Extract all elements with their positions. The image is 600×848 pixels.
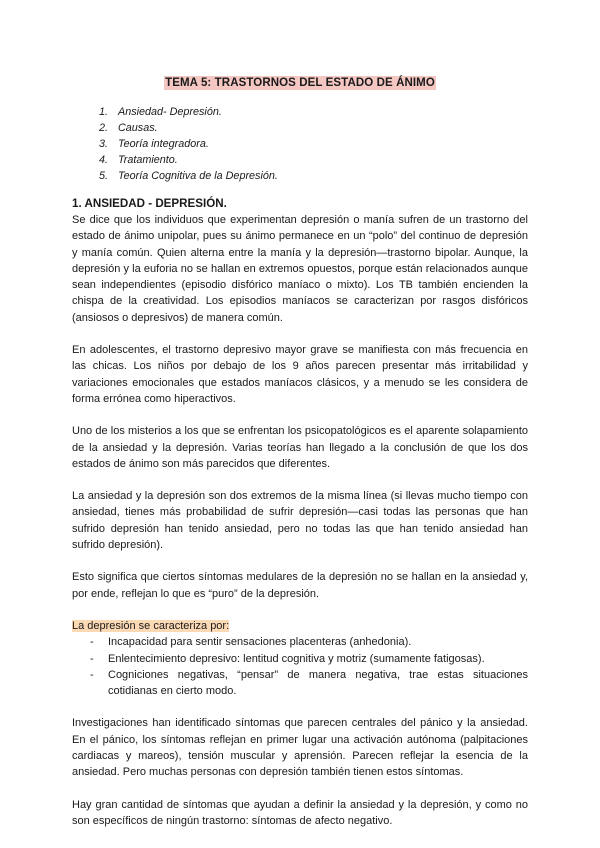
toc-item: 3. Teoría integradora. bbox=[111, 136, 528, 152]
depresion-list bbox=[72, 634, 528, 699]
paragraph: La ansiedad y la depresión son dos extremos de la misma línea (si llevas mucho tiempo con ansiedad, tienes más probabilidad de sufrir depresión—casi todas las personas que han sufrido depresión han tenido ansiedad, pero no todas las que han tenido ansiedad han sufrido depresión). bbox=[72, 490, 528, 552]
paragraph: Se dice que los individuos que experimentan depresión o manía sufren de un trastorno del estado de ánimo unipolar, pues su ánimo permanece en un “polo” del continuo de depresión y manía común. Quien alterna entre la manía y la depresión—trastorno bipolar. Aunque, la depresión y la euforia no se hallan en extremos opuestos, porque están relacionados aunque sean independientes (episodio disfórico maníaco o mixto). Los TB también encienden la chispa de la creatividad. Los episodios maníacos se caracterizan por rasgos disfóricos (ansiosos o depresivos) de manera común. bbox=[72, 214, 528, 324]
depresion-intro-line bbox=[72, 618, 528, 634]
depresion-intro: La depresión se caracteriza por: bbox=[72, 619, 230, 632]
paragraph: Esto significa que ciertos síntomas medulares de la depresión no se hallan en la ansiedad y, por ende, reflejan lo que es “puro” de la depresión. bbox=[72, 571, 528, 600]
list-item: - Incapacidad para sentir sensaciones placenteras (anhedonia). bbox=[90, 636, 412, 649]
toc-item: 2. Causas. bbox=[111, 120, 528, 136]
toc-item: 5. Teoría Cognitiva de la Depresión. bbox=[111, 168, 528, 184]
page-title: TEMA 5: TRASTORNOS DEL ESTADO DE ÁNIMO bbox=[165, 77, 435, 89]
paragraph: Hay gran cantidad de síntomas que ayudan a definir la ansiedad y la depresión, y como no son específicos de ningún trastorno: síntomas de afecto negativo. bbox=[72, 798, 528, 827]
table-of-contents bbox=[72, 104, 528, 184]
list-item: - Enlentecimiento depresivo: lentitud cognitiva y motriz (sumamente fatigosas). bbox=[90, 652, 485, 665]
section-heading: 1. ANSIEDAD - DEPRESIÓN. bbox=[72, 197, 227, 210]
paragraph: Investigaciones han identificado síntomas que parecen centrales del pánico y la ansiedad. En el pánico, los síntomas reflejan en primer lugar una activación autónoma (palpitaciones cardiacas y mareos), tensión muscular y aprensión. Parecen reflejar la esencia de la ansiedad. Pero muchas personas con depresión también tienen estos síntomas. bbox=[72, 717, 528, 779]
list-item-text: Enlentecimiento depresivo: lentitud cognitiva y motriz (sumamente fatigosas). bbox=[108, 652, 485, 665]
paragraph: Uno de los misterios a los que se enfrentan los psicopatológicos es el aparente solapamiento de la ansiedad y la depresión. Varias teorías han llegado a la conclusión de que los dos estados de ánimo son más parecidos que diferentes. bbox=[72, 425, 528, 470]
toc-item: 4. Tratamiento. bbox=[111, 152, 528, 168]
toc-item: 1. Ansiedad- Depresión. bbox=[111, 104, 528, 120]
list-item: - Cogniciones negativas, “pensar” de manera negativa, trae estas situaciones cotidianas en cierto modo. bbox=[90, 668, 528, 698]
title-wrap bbox=[72, 0, 528, 91]
list-item-text: Cogniciones negativas, “pensar” de manera negativa, trae estas situaciones cotidianas en cierto modo. bbox=[108, 668, 528, 698]
paragraph: En adolescentes, el trastorno depresivo mayor grave se manifiesta con más frecuencia en las chicas. Los niños por debajo de los 9 años parecen presentar más irritabilidad y variaciones emocionales que estados maníacos clásicos, y a menudo se les considera de forma errónea como hiperactivos. bbox=[72, 344, 528, 405]
list-item-text: Incapacidad para sentir sensaciones placenteras (anhedonia). bbox=[108, 636, 412, 649]
